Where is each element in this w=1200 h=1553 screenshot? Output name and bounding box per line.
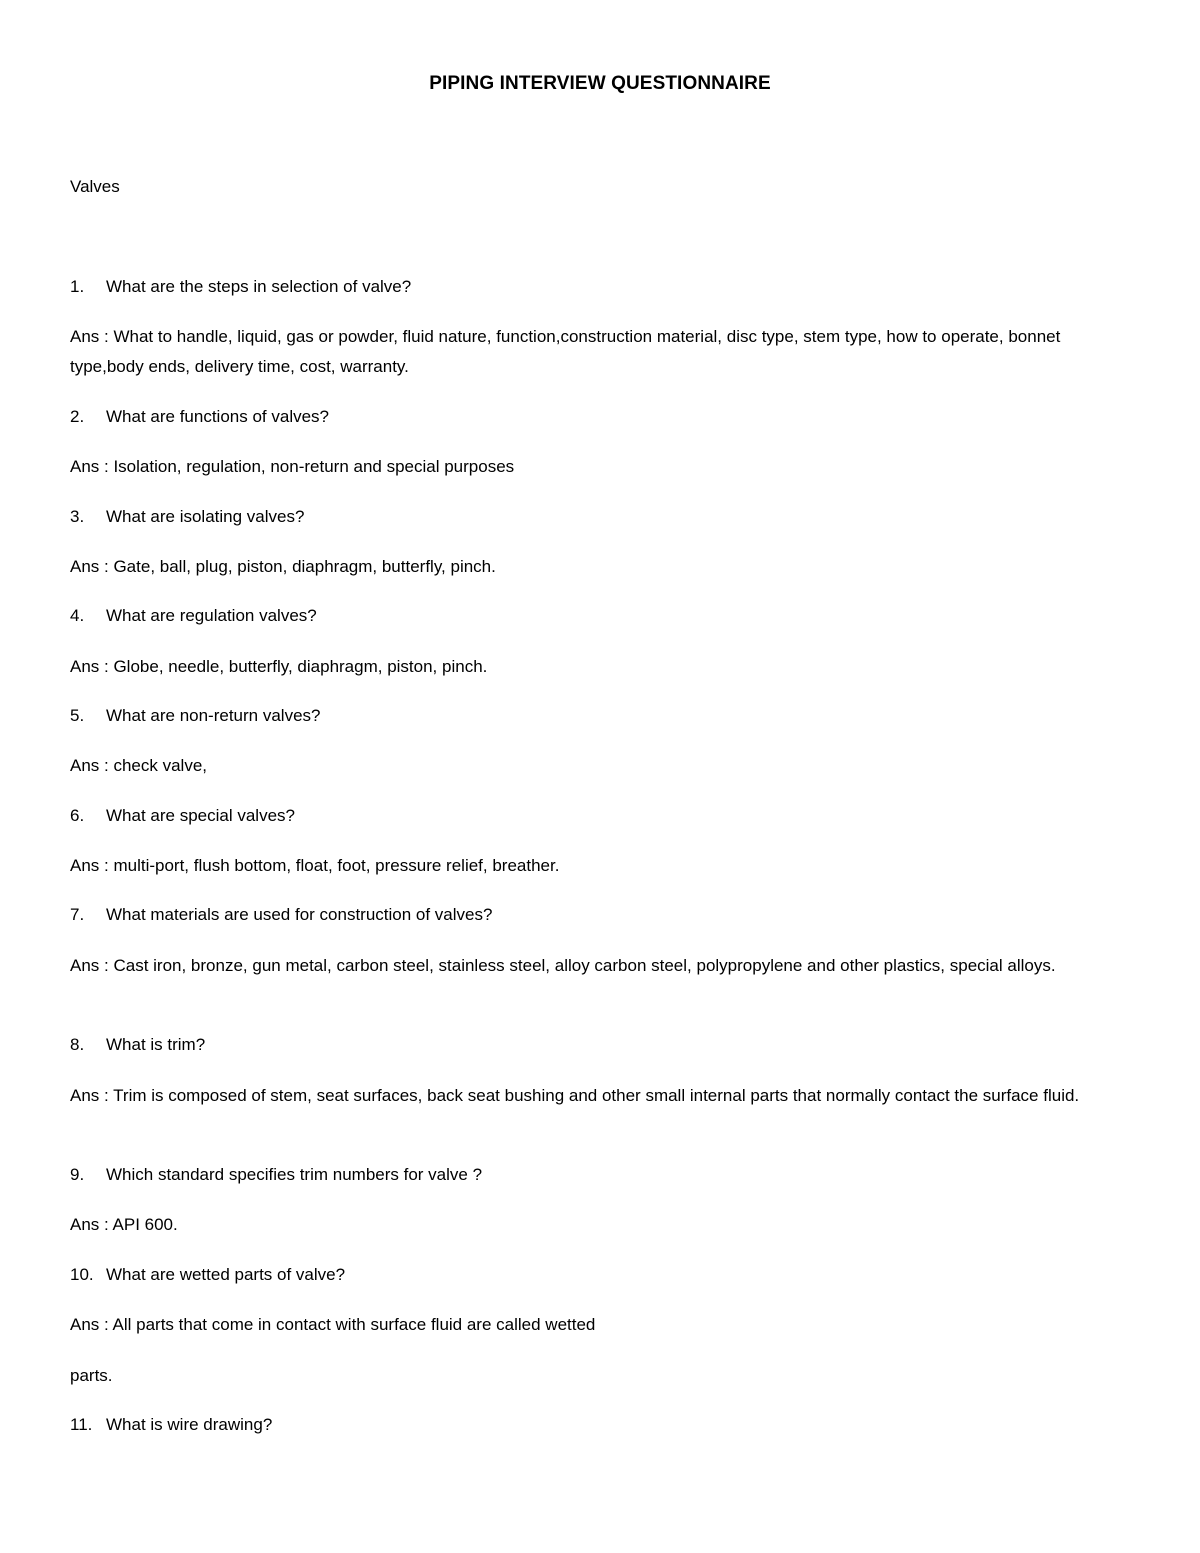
question-4 [70, 601, 317, 631]
question-number: 7. [70, 905, 85, 924]
answer-10: Ans : All parts that come in contact with surface fluid are called wetted [70, 1315, 596, 1334]
question-5 [70, 701, 321, 731]
question-text: What are non-return valves? [106, 706, 321, 725]
section-heading: Valves [70, 177, 120, 196]
question-text: What are functions of valves? [106, 407, 330, 426]
question-number: 8. [70, 1035, 85, 1054]
question-text: What are wetted parts of valve? [106, 1265, 346, 1284]
question-number: 2. [70, 407, 85, 426]
answer-9: Ans : API 600. [70, 1215, 178, 1234]
question-text: What is trim? [106, 1035, 206, 1054]
question-number: 9. [70, 1165, 85, 1184]
question-9 [70, 1160, 482, 1190]
question-text: What are the steps in selection of valve? [106, 277, 412, 296]
question-10 [70, 1260, 345, 1290]
answer-7: Ans : Cast iron, bronze, gun metal, carbon steel, stainless steel, alloy carbon steel, polypropylene and other plastics, special alloys. [70, 956, 1056, 975]
question-3 [70, 502, 304, 532]
question-text: What is wire drawing? [106, 1415, 273, 1434]
question-text: What are special valves? [106, 806, 295, 825]
answer-5: Ans : check valve, [70, 756, 208, 775]
question-2 [70, 402, 329, 432]
answer-2: Ans : Isolation, regulation, non-return and special purposes [70, 457, 515, 476]
answer-10-continued: parts. [70, 1366, 113, 1385]
question-number: 3. [70, 507, 85, 526]
page-title: PIPING INTERVIEW QUESTIONNAIRE [429, 73, 771, 94]
answer-4: Ans : Globe, needle, butterfly, diaphragm, piston, pinch. [70, 657, 488, 676]
question-7 [70, 900, 492, 930]
question-8 [70, 1030, 205, 1060]
answer-1: Ans : What to handle, liquid, gas or powder, fluid nature, function,construction material, disc type, stem type, how to operate, bonnet type,body ends, delivery time, cost, warranty. [70, 327, 1061, 376]
question-number: 1. [70, 277, 85, 296]
question-text: What are regulation valves? [106, 606, 317, 625]
question-1 [70, 272, 411, 302]
question-number: 10. [70, 1265, 94, 1284]
question-number: 4. [70, 606, 85, 625]
question-6 [70, 801, 295, 831]
question-11 [70, 1410, 272, 1440]
question-text: What are isolating valves? [106, 507, 305, 526]
question-text: What materials are used for construction of valves? [106, 905, 493, 924]
answer-3: Ans : Gate, ball, plug, piston, diaphragm, butterfly, pinch. [70, 557, 496, 576]
question-number: 11. [70, 1415, 93, 1434]
answer-8: Ans : Trim is composed of stem, seat surfaces, back seat bushing and other small internal parts that normally contact the surface fluid. [70, 1086, 1080, 1105]
answer-6: Ans : multi-port, flush bottom, float, foot, pressure relief, breather. [70, 856, 560, 875]
question-text: Which standard specifies trim numbers for valve ? [106, 1165, 483, 1184]
question-number: 6. [70, 806, 85, 825]
question-number: 5. [70, 706, 85, 725]
